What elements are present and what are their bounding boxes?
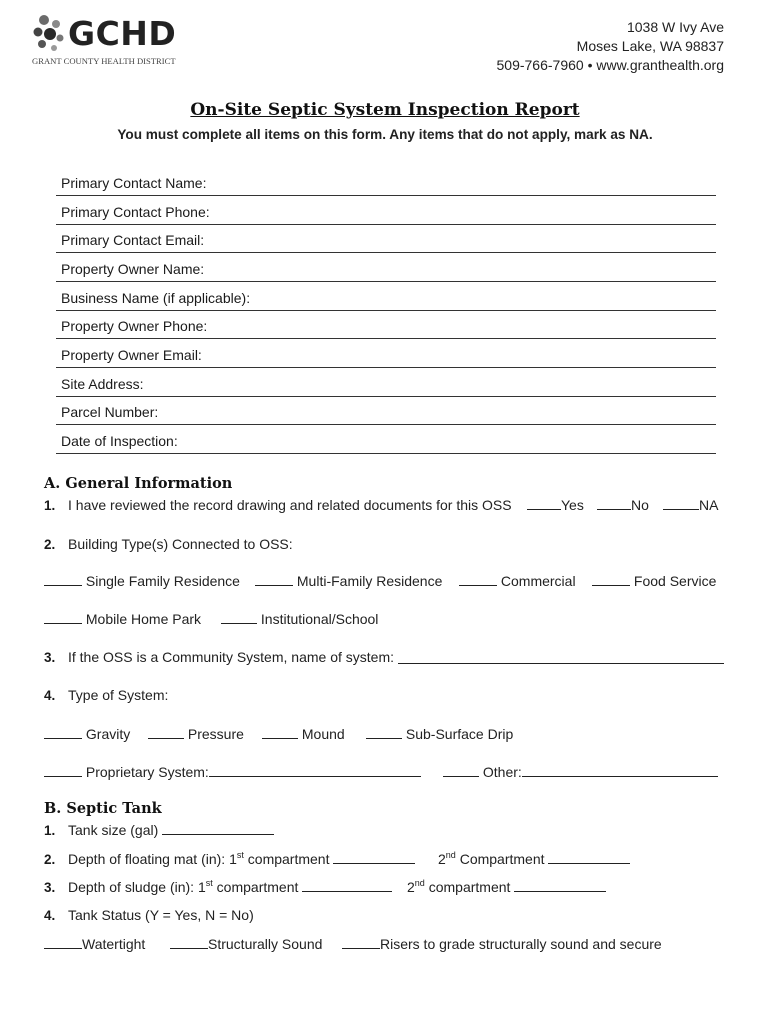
- primary-contact-phone-field[interactable]: [56, 197, 716, 225]
- field-label: Primary Contact Name:: [61, 175, 207, 191]
- system-type-subsurface-drip[interactable]: Sub-Surface Drip: [366, 726, 513, 742]
- checkbox-blank[interactable]: [44, 611, 82, 624]
- field-label: Property Owner Name:: [61, 261, 205, 277]
- checkbox-blank[interactable]: [592, 573, 630, 586]
- section-a-heading: A. General Information: [44, 475, 233, 492]
- floating-mat-first-input[interactable]: [333, 851, 415, 864]
- q-b2-second: 2nd Compartment: [438, 851, 630, 867]
- question-number: 1.: [44, 498, 56, 513]
- q-b2-text: Depth of floating mat (in): 1st compartment: [68, 851, 415, 867]
- logo-wordmark: GCHD: [68, 14, 177, 53]
- date-of-inspection-field[interactable]: [56, 426, 716, 454]
- sludge-first-input[interactable]: [302, 879, 392, 892]
- checkbox-blank[interactable]: [342, 936, 380, 949]
- field-label: Parcel Number:: [61, 404, 159, 420]
- field-label: Property Owner Phone:: [61, 318, 208, 334]
- checkbox-blank[interactable]: [459, 573, 497, 586]
- form-instructions: You must complete all items on this form. Any items that do not apply, mark as NA.: [117, 127, 653, 142]
- address-line-2: Moses Lake, WA 98837: [576, 38, 724, 54]
- field-label: Primary Contact Email:: [61, 232, 205, 248]
- building-type-commercial[interactable]: Commercial: [459, 573, 576, 589]
- checkbox-blank[interactable]: [44, 764, 82, 777]
- tank-size-input[interactable]: [162, 822, 274, 835]
- question-number: 3.: [44, 650, 56, 665]
- primary-contact-name-field[interactable]: [56, 168, 716, 196]
- q-a2-text: Building Type(s) Connected to OSS:: [68, 536, 293, 552]
- q-a3-text: If the OSS is a Community System, name of system:: [68, 649, 394, 665]
- building-type-institutional[interactable]: Institutional/School: [221, 611, 378, 627]
- building-type-single-family[interactable]: Single Family Residence: [44, 573, 240, 589]
- floating-mat-second-input[interactable]: [548, 851, 630, 864]
- building-type-multi-family[interactable]: Multi-Family Residence: [255, 573, 442, 589]
- q-a1-no-option[interactable]: No: [597, 497, 649, 513]
- question-number: 3.: [44, 880, 56, 895]
- tank-status-watertight[interactable]: Watertight: [44, 936, 145, 952]
- logo-cluster-icon: [32, 12, 68, 56]
- q-a1-na-option[interactable]: NA: [663, 497, 718, 513]
- tank-status-structurally-sound[interactable]: Structurally Sound: [170, 936, 322, 952]
- site-address-field[interactable]: [56, 369, 716, 397]
- checkbox-blank[interactable]: [170, 936, 208, 949]
- q-a1-text: I have reviewed the record drawing and related documents for this OSS: [68, 497, 512, 513]
- checkbox-blank[interactable]: [255, 573, 293, 586]
- checkbox-blank[interactable]: [443, 764, 479, 777]
- gchd-logo: [32, 12, 202, 68]
- na-blank[interactable]: [663, 497, 699, 510]
- field-label: Date of Inspection:: [61, 433, 178, 449]
- address-line-1: 1038 W Ivy Ave: [626, 19, 724, 35]
- property-owner-email-field[interactable]: [56, 340, 716, 368]
- checkbox-blank[interactable]: [262, 726, 298, 739]
- question-number: 2.: [44, 537, 56, 552]
- system-type-proprietary[interactable]: Proprietary System:: [44, 764, 421, 780]
- q-b3-second: 2nd compartment: [407, 879, 606, 895]
- building-type-food-service[interactable]: Food Service: [592, 573, 716, 589]
- field-label: Site Address:: [61, 376, 144, 392]
- question-number: 4.: [44, 908, 56, 923]
- checkbox-blank[interactable]: [148, 726, 184, 739]
- q-a1-yes-option[interactable]: Yes: [527, 497, 584, 513]
- address-block: [497, 18, 725, 75]
- sludge-second-input[interactable]: [514, 879, 606, 892]
- other-system-input[interactable]: [522, 764, 718, 777]
- form-title: On-Site Septic System Inspection Report: [190, 100, 580, 120]
- proprietary-system-input[interactable]: [209, 764, 421, 777]
- q-b4-text: Tank Status (Y = Yes, N = No): [68, 907, 254, 923]
- property-owner-name-field[interactable]: [56, 254, 716, 282]
- checkbox-blank[interactable]: [366, 726, 402, 739]
- question-number: 1.: [44, 823, 56, 838]
- parcel-number-field[interactable]: [56, 397, 716, 425]
- no-blank[interactable]: [597, 497, 631, 510]
- field-label: Business Name (if applicable):: [61, 290, 251, 306]
- system-type-gravity[interactable]: Gravity: [44, 726, 130, 742]
- community-system-name-input[interactable]: [398, 651, 724, 664]
- q-b3-text: Depth of sludge (in): 1st compartment: [68, 879, 392, 895]
- system-type-other[interactable]: Other:: [443, 764, 718, 780]
- checkbox-blank[interactable]: [44, 936, 82, 949]
- primary-contact-email-field[interactable]: [56, 225, 716, 253]
- section-b-heading: B. Septic Tank: [44, 800, 162, 817]
- building-type-mobile-home-park[interactable]: Mobile Home Park: [44, 611, 201, 627]
- q-a4-text: Type of System:: [68, 687, 169, 703]
- checkbox-blank[interactable]: [44, 726, 82, 739]
- field-label: Property Owner Email:: [61, 347, 202, 363]
- question-number: 2.: [44, 852, 56, 867]
- field-label: Primary Contact Phone:: [61, 204, 210, 220]
- question-number: 4.: [44, 688, 56, 703]
- property-owner-phone-field[interactable]: [56, 311, 716, 339]
- q-b1-text: Tank size (gal): [68, 822, 274, 838]
- yes-blank[interactable]: [527, 497, 561, 510]
- logo-subtitle: GRANT COUNTY HEALTH DISTRICT: [32, 56, 176, 66]
- system-type-mound[interactable]: Mound: [262, 726, 345, 742]
- system-type-pressure[interactable]: Pressure: [148, 726, 244, 742]
- tank-status-risers[interactable]: Risers to grade structurally sound and secure: [342, 936, 662, 952]
- business-name-field[interactable]: [56, 283, 716, 311]
- checkbox-blank[interactable]: [221, 611, 257, 624]
- checkbox-blank[interactable]: [44, 573, 82, 586]
- contact-line: 509-766-7960 • www.granthealth.org: [496, 57, 724, 73]
